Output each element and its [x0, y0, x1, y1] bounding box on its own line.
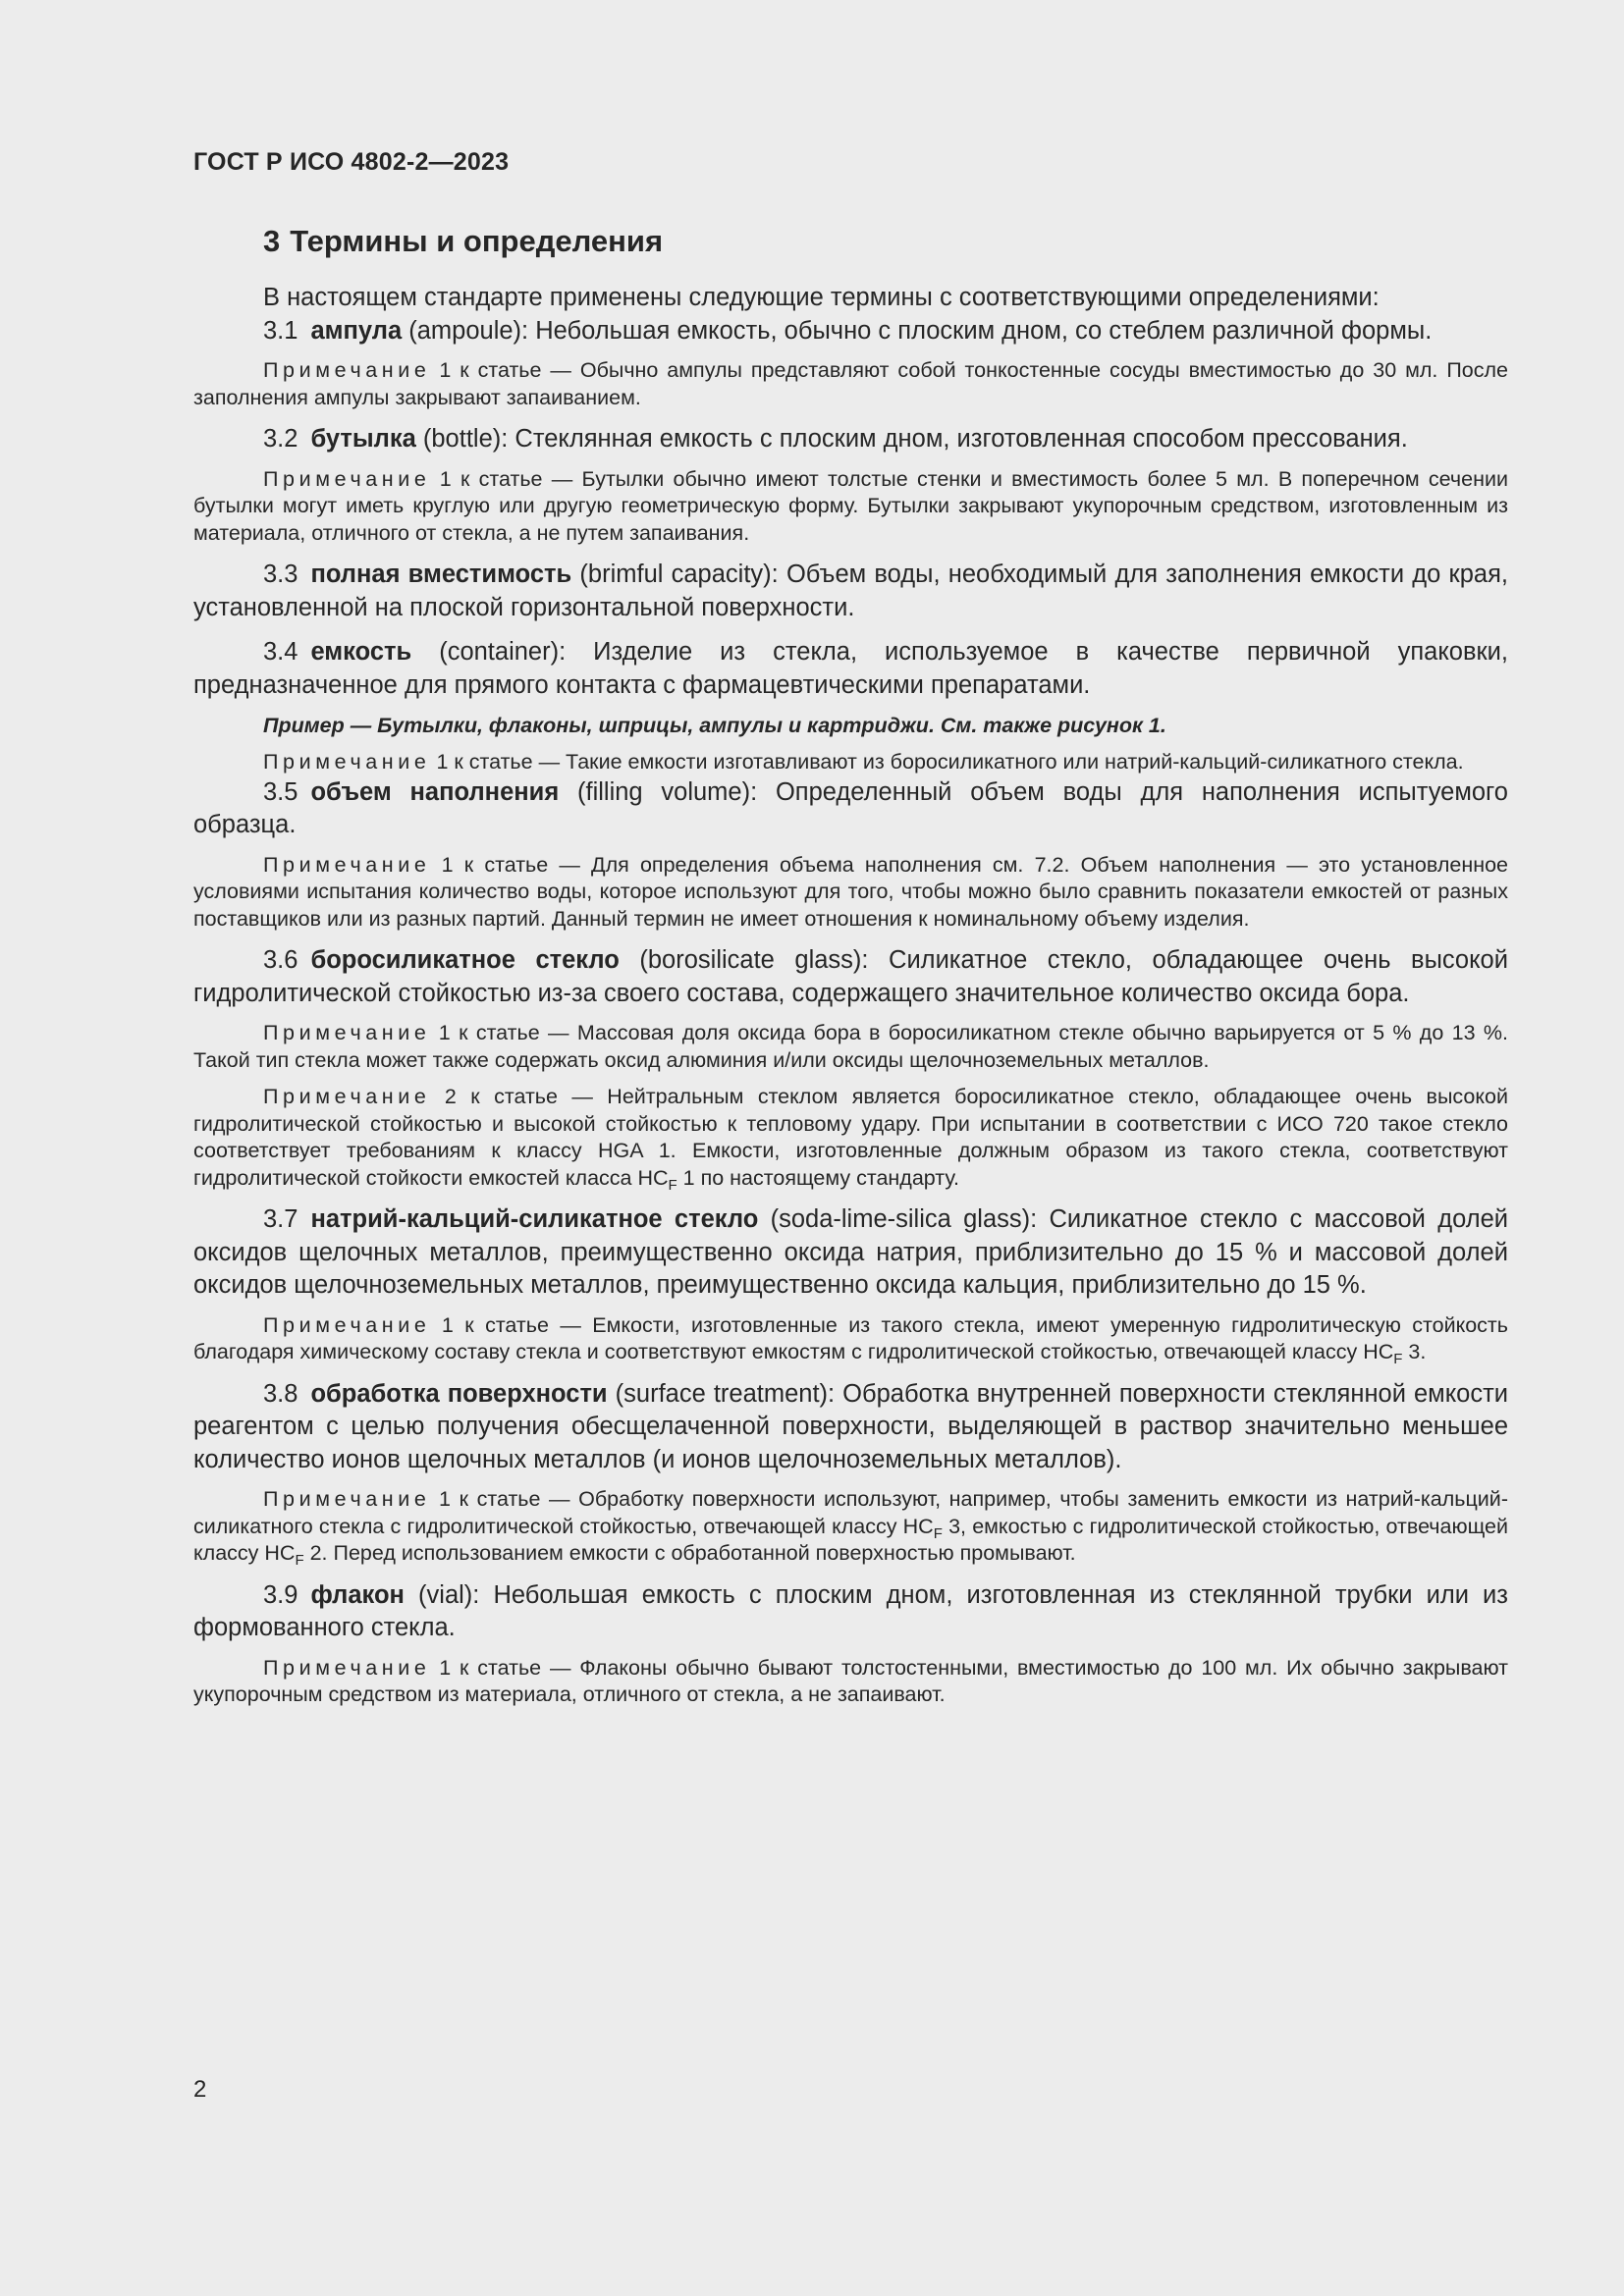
term-number: 3.1 — [263, 316, 298, 345]
note-number: 1 к статье — [441, 1312, 549, 1337]
intro-paragraph: В настоящем стандарте применены следующие термины с соответствующими определениями: — [263, 284, 1380, 311]
note-subscript: F — [295, 1552, 304, 1569]
term-name: ампула — [310, 316, 403, 345]
term-number: 3.2 — [263, 425, 298, 453]
term-note — [193, 1312, 1508, 1366]
term-entry — [193, 1579, 1508, 1645]
term-definition: : Небольшая емкость с плоским дном, изготовленная из стеклянной трубки или из формованного стекла. — [193, 1580, 1508, 1641]
term-english: (vial) — [418, 1580, 473, 1609]
note-label: Примечание — [263, 1655, 431, 1680]
note-number: 1 к статье — [441, 852, 549, 877]
term-number: 3.4 — [263, 638, 298, 666]
term-english: (brimful capacity) — [579, 561, 772, 588]
note-text: — Емкости, изготовленные из такого стекла, имеют умеренную гидролитическую стойкость благодаря химическому составу стекла и соответствуют емкостям с гидролитической стойкостью, отвечающей классу HC — [193, 1312, 1508, 1363]
section-title — [263, 224, 663, 259]
term-english: (ampoule) — [408, 316, 522, 345]
term-number: 3.6 — [263, 946, 298, 974]
term-note — [193, 1655, 1508, 1709]
note-subscript: F — [668, 1176, 677, 1194]
term-name: бутылка — [310, 425, 416, 453]
term-definition: : Силикатное стекло, обладающее очень высокой гидролитической стойкостью из-за своего состава, содержащего значительное количество оксида бора. — [193, 946, 1508, 1007]
note-number: 1 к статье — [439, 1655, 542, 1680]
document-code: ГОСТ Р ИСО 4802-2—2023 — [193, 148, 510, 176]
term-note — [193, 466, 1508, 548]
term-english: (borosilicate glass) — [639, 946, 862, 974]
note-text: — Бутылки обычно имеют толстые стенки и вместимость более 5 мл. В поперечном сечении бутылки могут иметь круглую или другую геометрическую форму. Бутылки закрывают укупорочным средством, изготовленным из материала, отличного от стекла, а не путем запаивания. — [193, 466, 1508, 545]
note-number: 1 к статье — [439, 358, 542, 382]
terms-list — [193, 315, 1508, 1709]
page-number: 2 — [193, 2076, 207, 2103]
term-name: боросиликатное стекло — [310, 946, 620, 974]
note-label: Примечание — [263, 852, 431, 877]
note-label: Примечание — [263, 466, 431, 491]
note-number: 1 к статье — [436, 750, 533, 774]
term-example: Пример — Бутылки, флаконы, шприцы, ампулы и картриджи. См. также рисунок 1. — [263, 714, 1166, 737]
term-entry — [193, 636, 1508, 702]
term-definition: : Объем воды, необходимый для заполнения емкости до края, установленной на плоской горизонтальной поверхности. — [193, 561, 1508, 621]
term-name: натрий-кальций-силикатное стекло — [310, 1205, 759, 1233]
note-text-tail: 3, емкостью с гидролитической стойкостью, отвечающей классу HC — [193, 1514, 1509, 1565]
term-english: (bottle) — [422, 425, 502, 453]
term-entry — [193, 944, 1508, 1010]
term-entry — [193, 776, 1508, 842]
term-note — [193, 1020, 1508, 1074]
note-text-tail: 1 по настоящему стандарту. — [677, 1165, 959, 1190]
term-definition: : Стеклянная емкость с плоским дном, изготовленная способом прессования. — [501, 425, 1408, 453]
note-number: 1 к статье — [439, 466, 543, 491]
term-english: (filling volume) — [577, 777, 751, 806]
document-page — [193, 0, 1508, 2296]
note-text: — Такие емкости изготавливают из боросиликатного или натрий-кальций-силикатного стекла. — [532, 750, 1464, 774]
term-english: (container) — [439, 638, 560, 666]
note-text: — Обработку поверхности используют, например, чтобы заменить емкости из натрий-кальций-силикатного стекла с гидролитической стойкостью, отвечающей классу HC — [193, 1487, 1508, 1538]
note-label: Примечание — [263, 750, 431, 774]
term-definition: : Обработка внутренней поверхности стеклянной емкости реагентом с целью получения обесщелаченной поверхности, выделяющей в раствор значительно меньшее количество ионов щелочных металлов (и ионов щелочноземельных металлов). — [193, 1379, 1508, 1473]
note-number: 1 к статье — [438, 1021, 540, 1044]
term-name: флакон — [310, 1580, 405, 1609]
term-name: обработка поверхности — [310, 1379, 608, 1408]
note-number: 1 к статье — [439, 1487, 541, 1511]
term-number: 3.9 — [263, 1580, 298, 1609]
note-text: — Нейтральным стеклом является боросиликатное стекло, обладающее очень высокой гидролитической стойкостью и высокой стойкостью к тепловому удару. При испытании в соответствии с ИСО 720 такое стекло соответствует требованиям к классу HGA 1. Емкости, изготовленные должным образом из такого стекла, соответствуют гидролитической стойкости емкостей класса HC — [193, 1085, 1508, 1190]
note-label: Примечание — [263, 1487, 431, 1511]
term-name: емкость — [310, 638, 412, 666]
term-definition: : Изделие из стекла, используемое в качестве первичной упаковки, предназначенное для прямого контакта с фармацевтическими препаратами. — [193, 638, 1508, 699]
term-entry — [193, 1378, 1508, 1477]
term-english: (soda-lime-silica glass) — [770, 1205, 1031, 1233]
note-number: 2 к статье — [444, 1085, 558, 1108]
term-definition: : Небольшая емкость, обычно с плоским дном, со стеблем различной формы. — [521, 316, 1433, 345]
term-name: полная вместимость — [310, 561, 572, 588]
term-name: объем наполнения — [310, 777, 560, 806]
note-text-tail: 2. Перед использованием емкости с обработанной поверхностью промывают. — [303, 1541, 1076, 1565]
term-number: 3.3 — [263, 561, 298, 588]
terms-body — [193, 282, 1508, 1709]
note-text: — Обычно ампулы представляют собой тонкостенные сосуды вместимостью до 30 мл. После заполнения ампулы закрывают запаиванием. — [193, 358, 1508, 409]
term-english: (surface treatment) — [615, 1379, 829, 1408]
term-entry — [193, 423, 1508, 456]
term-entry — [193, 315, 1508, 348]
term-number: 3.8 — [263, 1379, 298, 1408]
term-note — [193, 749, 1508, 776]
note-label: Примечание — [263, 358, 431, 382]
term-entry — [193, 1203, 1508, 1303]
note-text: — Массовая доля оксида бора в боросиликатном стекле обычно варьируется от 5 % до 13 %. Такой тип стекла может также содержать оксид алюминия и/или оксиды щелочноземельных металлов. — [193, 1021, 1508, 1072]
section-title-text: Термины и определения — [290, 224, 664, 258]
term-number: 3.5 — [263, 777, 298, 806]
section-number: 3 — [263, 224, 281, 258]
term-number: 3.7 — [263, 1205, 298, 1233]
note-label: Примечание — [263, 1085, 431, 1108]
term-definition: : Силикатное стекло с массовой долей оксидов щелочных металлов, преимущественно оксида натрия, приблизительно до 15 % и массовой долей оксидов щелочноземельных металлов, преимущественно оксида кальция, приблизительно до 15 %. — [193, 1205, 1509, 1299]
note-label: Примечание — [263, 1021, 431, 1044]
note-subscript: F — [933, 1524, 943, 1542]
term-note — [193, 357, 1508, 411]
term-note — [193, 1486, 1508, 1568]
note-text: — Для определения объема наполнения см. 7.2. Объем наполнения — это установленное условиями испытания количество воды, которое используют для того, чтобы можно было сравнить показатели емкостей от разных поставщиков или из разных партий. Данный термин не имеет отношения к номинальному объему изделия. — [193, 852, 1508, 931]
note-subscript: F — [1393, 1351, 1403, 1367]
note-text-tail: 3. — [1402, 1340, 1427, 1363]
term-note — [193, 852, 1508, 934]
note-text: — Флаконы обычно бывают толстостенными, вместимостью до 100 мл. Их обычно закрывают укупорочным средством из материала, отличного от стекла, а не запаивают. — [193, 1655, 1508, 1706]
term-definition: : Определенный объем воды для наполнения испытуемого образца. — [193, 777, 1508, 838]
note-label: Примечание — [263, 1312, 431, 1337]
term-entry — [193, 559, 1508, 624]
term-note — [193, 1084, 1508, 1192]
